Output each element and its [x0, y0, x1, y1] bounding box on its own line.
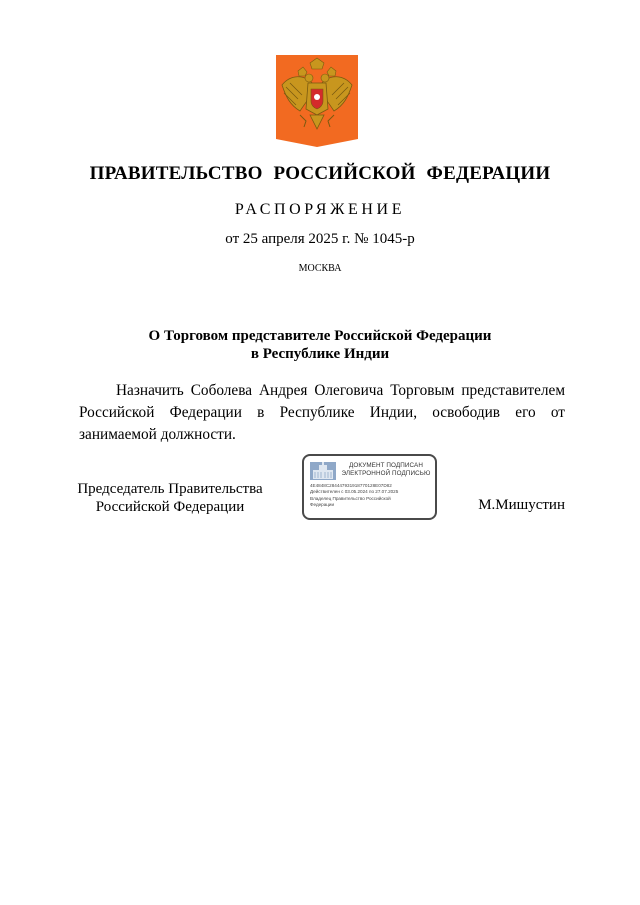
government-building-icon [310, 462, 336, 480]
subject-line-1: О Торговом представителе Российской Федерации [148, 328, 492, 344]
signer-name: М.Мишустин [478, 497, 565, 513]
coat-of-arms-icon [276, 55, 358, 147]
subject-line-2: в Республике Индии [250, 346, 390, 362]
government-title: ПРАВИТЕЛЬСТВО РОССИЙСКОЙ ФЕДЕРАЦИИ [89, 163, 551, 184]
document-city: МОСКВА [298, 263, 342, 274]
signer-position [70, 480, 270, 516]
stamp-validity: Действителен с 03.05.2024 по 27.07.2025 [310, 489, 399, 495]
electronic-signature-stamp [302, 454, 437, 520]
document-type: РАСПОРЯЖЕНИЕ [234, 201, 406, 218]
signer-position-line-1: Председатель Правительства [77, 481, 263, 497]
stamp-title [338, 462, 434, 478]
stamp-title-line-1: ДОКУМЕНТ ПОДПИСАН [349, 462, 423, 469]
stamp-owner-line-1: Владелец Правительство Российской [310, 495, 391, 501]
stamp-owner-line-2: Федерации [310, 502, 335, 508]
document-body: Назначить Соболева Андрея Олеговича Торговым представителем Российской Федерации в Республике Индии, освободив его от занимаемой должности. [79, 382, 565, 443]
document-subject [0, 327, 640, 363]
stamp-details [310, 483, 435, 509]
document-date-number: от 25 апреля 2025 г. № 1045-р [225, 231, 415, 247]
stamp-certificate: 4E4848C284447931918770128E07D82 [310, 483, 392, 488]
signer-position-line-2: Российской Федерации [95, 499, 245, 515]
stamp-title-line-2: ЭЛЕКТРОННОЙ ПОДПИСЬЮ [341, 470, 431, 477]
